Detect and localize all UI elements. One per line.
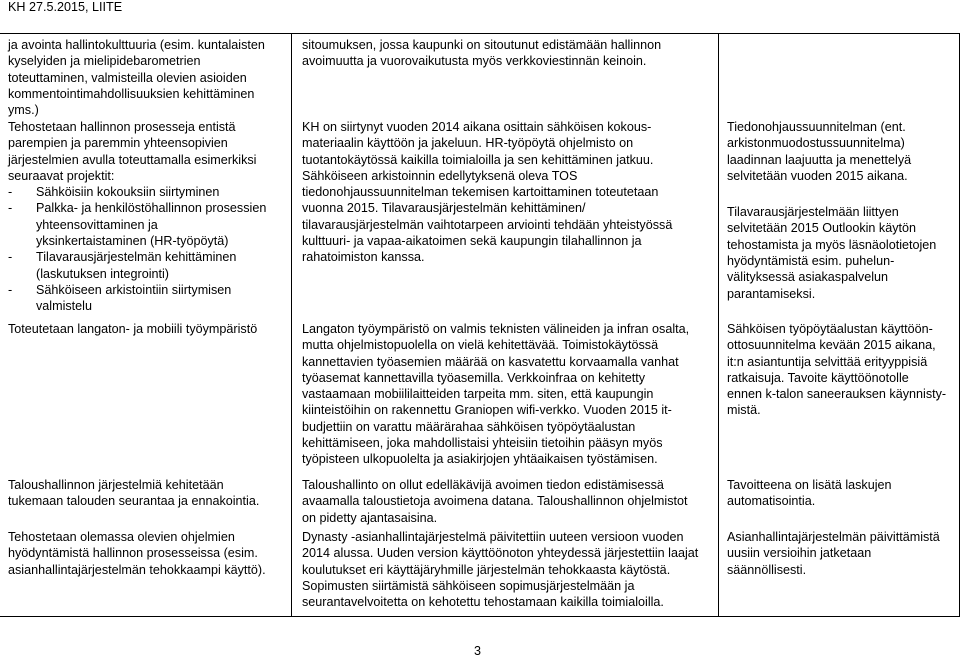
text-line: Tilavarausjärjestelmään liittyen xyxy=(727,205,899,220)
col1-block3 xyxy=(8,321,257,337)
text-line: Taloushallinnon järjestelmiä kehitetään xyxy=(8,478,224,492)
page-header: KH 27.5.2015, LIITE xyxy=(8,0,123,14)
text-line: kiinteistöihin on rakennettu Graniopen wifi-verkko. Vuoden 2015 it- xyxy=(302,403,672,418)
bullet-item xyxy=(8,249,266,282)
text-line: tehostamista ja myös läsnäolotietojen xyxy=(727,237,937,252)
text-line: Tehostetaan olemassa olevien ohjelmien xyxy=(8,530,235,544)
table-bottom-border xyxy=(0,616,960,617)
text-line: kehittämiseen, joka mahdollistaisi yhteisiin tietoihin pääsyn myös xyxy=(302,436,663,451)
text-line: toteuttaminen, valmisteilla olevien asioiden xyxy=(8,70,247,85)
text-line: rahatoimiston kanssa. xyxy=(302,250,425,265)
text-line: - Tilavarausjärjestelmän kehittäminen xyxy=(36,250,237,265)
column-divider-2 xyxy=(718,33,719,617)
text-line: Tavoitteena on lisätä laskujen xyxy=(727,478,892,492)
text-line: laadinnan laajuutta ja menettelyä xyxy=(727,152,912,167)
text-line: tilavarausjärjestelmän vaihtotarpeen arviointi tehdään yhteistyössä xyxy=(302,217,673,232)
col2-block5 xyxy=(302,529,698,610)
col1-block2 xyxy=(8,119,266,315)
page-number: 3 xyxy=(474,644,482,658)
text-line: ratkaisuja. Tavoite käyttöönotolle xyxy=(727,370,909,385)
text-line: - Sähköisiin kokouksiin siirtyminen xyxy=(36,185,220,200)
text-line: kyselyiden ja mielipidebarometrien xyxy=(8,54,201,69)
text-line: Langaton työympäristö on valmis teknisten välineiden ja infran osalta, xyxy=(302,322,690,336)
text-line: seurantavelvoitetta on kehotettu tehostamaan kaikilla toimialoilla. xyxy=(302,595,664,610)
bullet-item xyxy=(8,184,266,200)
bullet-item xyxy=(8,200,266,249)
text-line: Tehostetaan hallinnon prosesseja entistä xyxy=(8,120,236,134)
text-line: hyödyntämistä esim. puhelun- xyxy=(727,254,895,269)
text-line: kulttuuri- ja vapaa-aikatoimen sekä kaupungin tilahallinnon ja xyxy=(302,234,642,249)
text-line: avaamalla taloustietoja avoimena datana. Taloushallinnon ohjelmistot xyxy=(302,494,688,509)
text-line: välityksessä asiakaspalvelun xyxy=(727,270,889,285)
text-line: tukemaan talouden seurantaa ja ennakointia. xyxy=(8,494,260,509)
text-line: materiaalin käyttöön ja jakeluun. HR-työpöytä ohjelmisto on xyxy=(302,136,634,151)
text-line: on pidetty ajantasaisina. xyxy=(302,510,438,525)
text-line: selvitetään vuoden 2015 aikana. xyxy=(727,168,908,183)
col2-block4 xyxy=(302,477,688,526)
text-line: kommentointimahdollisuuksien kehittäminen xyxy=(8,86,255,101)
column-divider-1 xyxy=(291,33,292,617)
col1-block5 xyxy=(8,529,266,578)
bullet-item xyxy=(8,282,266,315)
text-line: KH on siirtynyt vuoden 2014 aikana osittain sähköisen kokous- xyxy=(302,120,652,134)
text-line: it:n asiantuntija selvittää erityyppisiä xyxy=(727,354,928,369)
text-line: parantamiseksi. xyxy=(727,286,816,301)
col3-block2 xyxy=(727,119,936,302)
text-line: hyödyntämistä hallinnon prosesseissa (esim. xyxy=(8,546,258,561)
text-line: (laskutuksen integrointi) xyxy=(36,266,169,281)
text-line: selvitetään 2015 Outlookin käytön xyxy=(727,221,917,236)
text-line: Toteutetaan langaton- ja mobiili työympäristö xyxy=(8,322,258,336)
text-line: uusiin versioihin jatketaan xyxy=(727,546,872,561)
text-line: Dynasty -asianhallintajärjestelmä päivitettiin uuteen versioon vuoden xyxy=(302,530,684,544)
text-line: Sähköisen työpöytäalustan käyttöön- xyxy=(727,322,933,336)
text-line: ja avointa hallintokulttuuria (esim. kuntalaisten xyxy=(8,38,265,52)
table-top-border xyxy=(0,33,960,34)
text-line: säännöllisesti. xyxy=(727,562,807,577)
text-line: arkistonmuodostussuunnitelma) xyxy=(727,136,905,151)
text-line: vuonna 2015. Tilavarausjärjestelmän kehittäminen/ xyxy=(302,201,586,216)
text-line: kannettavien työasemien määrää on kasvatettu korvaamalla vanhat xyxy=(302,354,679,369)
col1-block1 xyxy=(8,37,265,118)
text-line: Taloushallinto on ollut edelläkävijä avoimen tiedon edistämisessä xyxy=(302,478,664,492)
text-line: - Palkka- ja henkilöstöhallinnon prosessien xyxy=(36,201,267,216)
text-line: yhteensovittaminen ja xyxy=(36,217,158,232)
col3-block3 xyxy=(727,321,946,419)
text-line xyxy=(727,184,936,204)
text-line: automatisointia. xyxy=(727,494,816,509)
text-line: avoimuutta ja vuorovaikutusta myös verkkoviestinnän keinoin. xyxy=(302,54,647,69)
col3-block5 xyxy=(727,529,940,578)
col2-block1 xyxy=(302,37,661,70)
text-line: ottosuunnitelma kevään 2015 aikana, xyxy=(727,338,936,353)
text-line: Tiedonohjaussuunnitelman (ent. xyxy=(727,120,906,134)
text-line: mutta ohjelmistopuolella on vielä kehitettävää. Toimistokäytössä xyxy=(302,338,659,353)
text-line: koulutukset eri käyttäjäryhmille järjestelmän tehokkaasta käytöstä. xyxy=(302,562,671,577)
text-line: seuraavat projektit: xyxy=(8,168,115,183)
text-line: asianhallintajärjestelmän tehokkaampi käyttö). xyxy=(8,562,266,577)
text-line: vastaamaan mobiililaitteiden tarpeita mm. siten, että kaupungin xyxy=(302,387,654,402)
text-line: budjettiin on varattu määrärahaa sähköisen työpöytäalustan xyxy=(302,419,636,434)
text-line: mistä. xyxy=(727,403,761,418)
text-line: järjestelmien avulla toteuttamalla esimerkiksi xyxy=(8,152,257,167)
col1-block4 xyxy=(8,477,259,510)
text-line: ennen k-talon saneerauksen käynnisty- xyxy=(727,387,947,402)
text-line: yms.) xyxy=(8,103,39,118)
text-line: parempien ja paremmin yhteensopivien xyxy=(8,136,228,151)
col3-block4 xyxy=(727,477,892,510)
text-line: valmistelu xyxy=(36,299,92,314)
text-line: 2014 alussa. Uuden version käyttöönoton yhteydessä järjestettiin laajat xyxy=(302,546,699,561)
text-line: työasemat kannettavilla työasemilla. Verkkoinfraa on kehitetty xyxy=(302,370,646,385)
text-line: yksinkertaistaminen (HR-työpöytä) xyxy=(36,234,229,249)
text-line: Sopimusten siirtämistä sähköiseen sopimusjärjestelmään ja xyxy=(302,578,635,593)
col2-block3 xyxy=(302,321,689,468)
text-line: sitoumuksen, jossa kaupunki on sitoutunut edistämään hallinnon xyxy=(302,38,662,52)
text-line: tiedonohjaussuunnitelman tekemisen kartoittaminen toteutetaan xyxy=(302,185,659,200)
col2-block2 xyxy=(302,119,672,266)
text-line: - Sähköiseen arkistointiin siirtymisen xyxy=(36,282,232,297)
text-line: Sähköiseen arkistoinnin edellytyksenä oleva TOS xyxy=(302,168,578,183)
text-line: tuotantokäytössä kaikilla toimialoilla ja sen kehittäminen jatkuu. xyxy=(302,152,654,167)
text-line: työpisteen ulkopuolelta ja asiakirjojen yhtäaikaisen työstämisen. xyxy=(302,452,658,467)
text-line: Asianhallintajärjestelmän päivittämistä xyxy=(727,530,940,544)
